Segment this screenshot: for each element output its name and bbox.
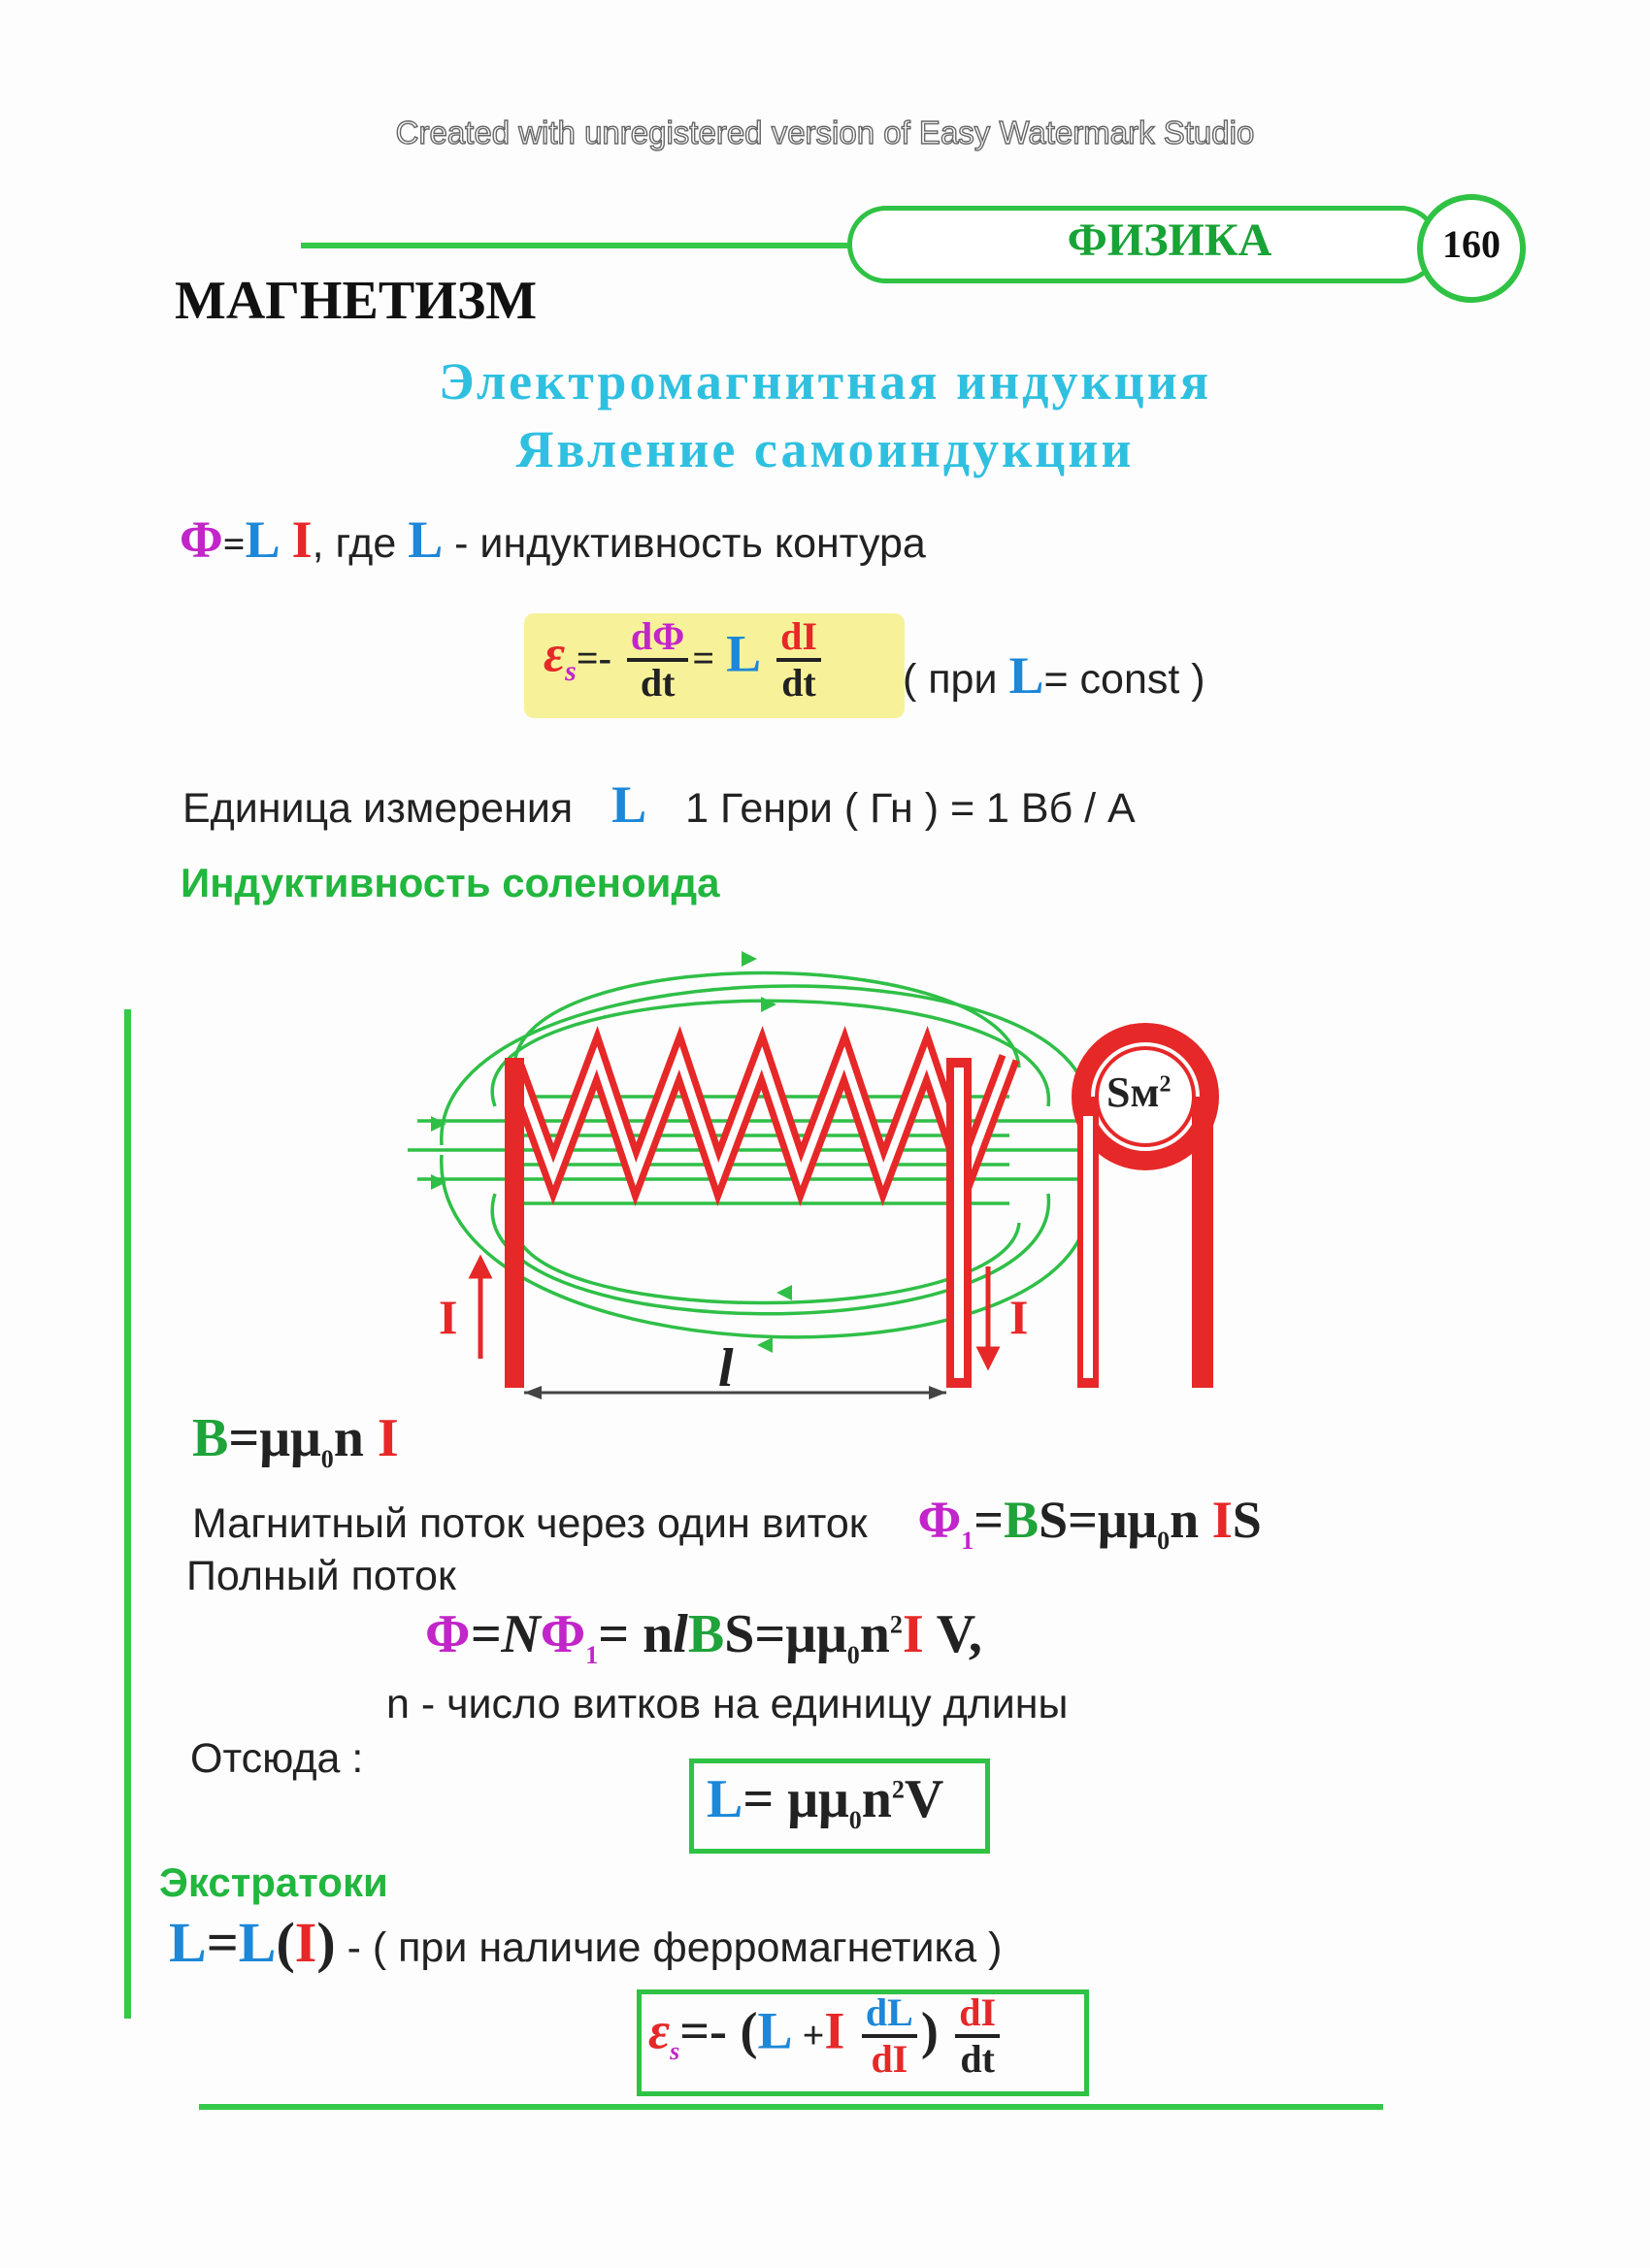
left-lead — [505, 1058, 524, 1388]
extracurrents-heading: Экстратоки — [159, 1859, 388, 1905]
length-label: l — [718, 1338, 734, 1398]
unit-line: Единица измерения L 1 Генри ( Гн ) = 1 Вб / А — [182, 775, 1136, 834]
header-rule — [301, 243, 854, 248]
solenoid-diagram — [388, 903, 1262, 1446]
area-label: $Sм^2$ — [1106, 1068, 1172, 1116]
arrowheads — [431, 951, 1097, 1353]
hence-label: Отсюда : — [190, 1735, 364, 1782]
flux-definition: Φ=L I, где L - индуктивность контура — [180, 510, 926, 569]
emf-formula: $\varepsilon_s=-$ $\frac{d\Phi}{dt}$ = L $\frac{dI}{dt}$ — [544, 617, 825, 703]
inductance-current-dependence: L=L(I) - ( при наличие ферромагнетика ) — [169, 1911, 1003, 1974]
current-label-right: I — [1009, 1290, 1029, 1344]
flux-one-turn: Магнитный поток через один виток $\Phi_1=BS=\mu\mu_0n$ IS — [192, 1491, 1262, 1555]
full-flux-label: Полный поток — [186, 1553, 456, 1599]
solenoid-heading: Индуктивность соленоида — [181, 860, 720, 905]
left-rule — [124, 1009, 131, 2019]
subtitle-induction: Электромагнитная индукция — [438, 352, 1212, 411]
inductance-formula: $L= \mu\mu_0n^2V$ — [707, 1769, 944, 1835]
page-number: 160 — [1442, 222, 1501, 266]
subject-label: ФИЗИКА — [1067, 214, 1272, 266]
emf-condition: ( при L= const ) — [903, 646, 1205, 705]
page-title: МАГНЕТИЗМ — [175, 271, 538, 331]
bottom-rule — [199, 2104, 1383, 2110]
current-label-left: I — [439, 1290, 458, 1344]
watermark-text: Created with unregistered version of Easy Watermark Studio — [395, 115, 1255, 150]
subtitle-self-induction: Явление самоиндукции — [515, 420, 1135, 478]
full-flux-formula: $\Phi=N\Phi_1=$ $nlBS=\mu\mu_0n^2I$ V, — [425, 1604, 982, 1670]
n-definition: n - число витков на единицу длины — [386, 1681, 1069, 1727]
phi-symbol: Φ — [180, 510, 223, 569]
field-formula: $B=\mu\mu_0n$ I — [192, 1408, 399, 1474]
final-emf-formula: $\varepsilon_s=-$ (L +I $\frac{dL}{dI}$ ) $\frac{dI}{dt}$ — [648, 1993, 1004, 2079]
